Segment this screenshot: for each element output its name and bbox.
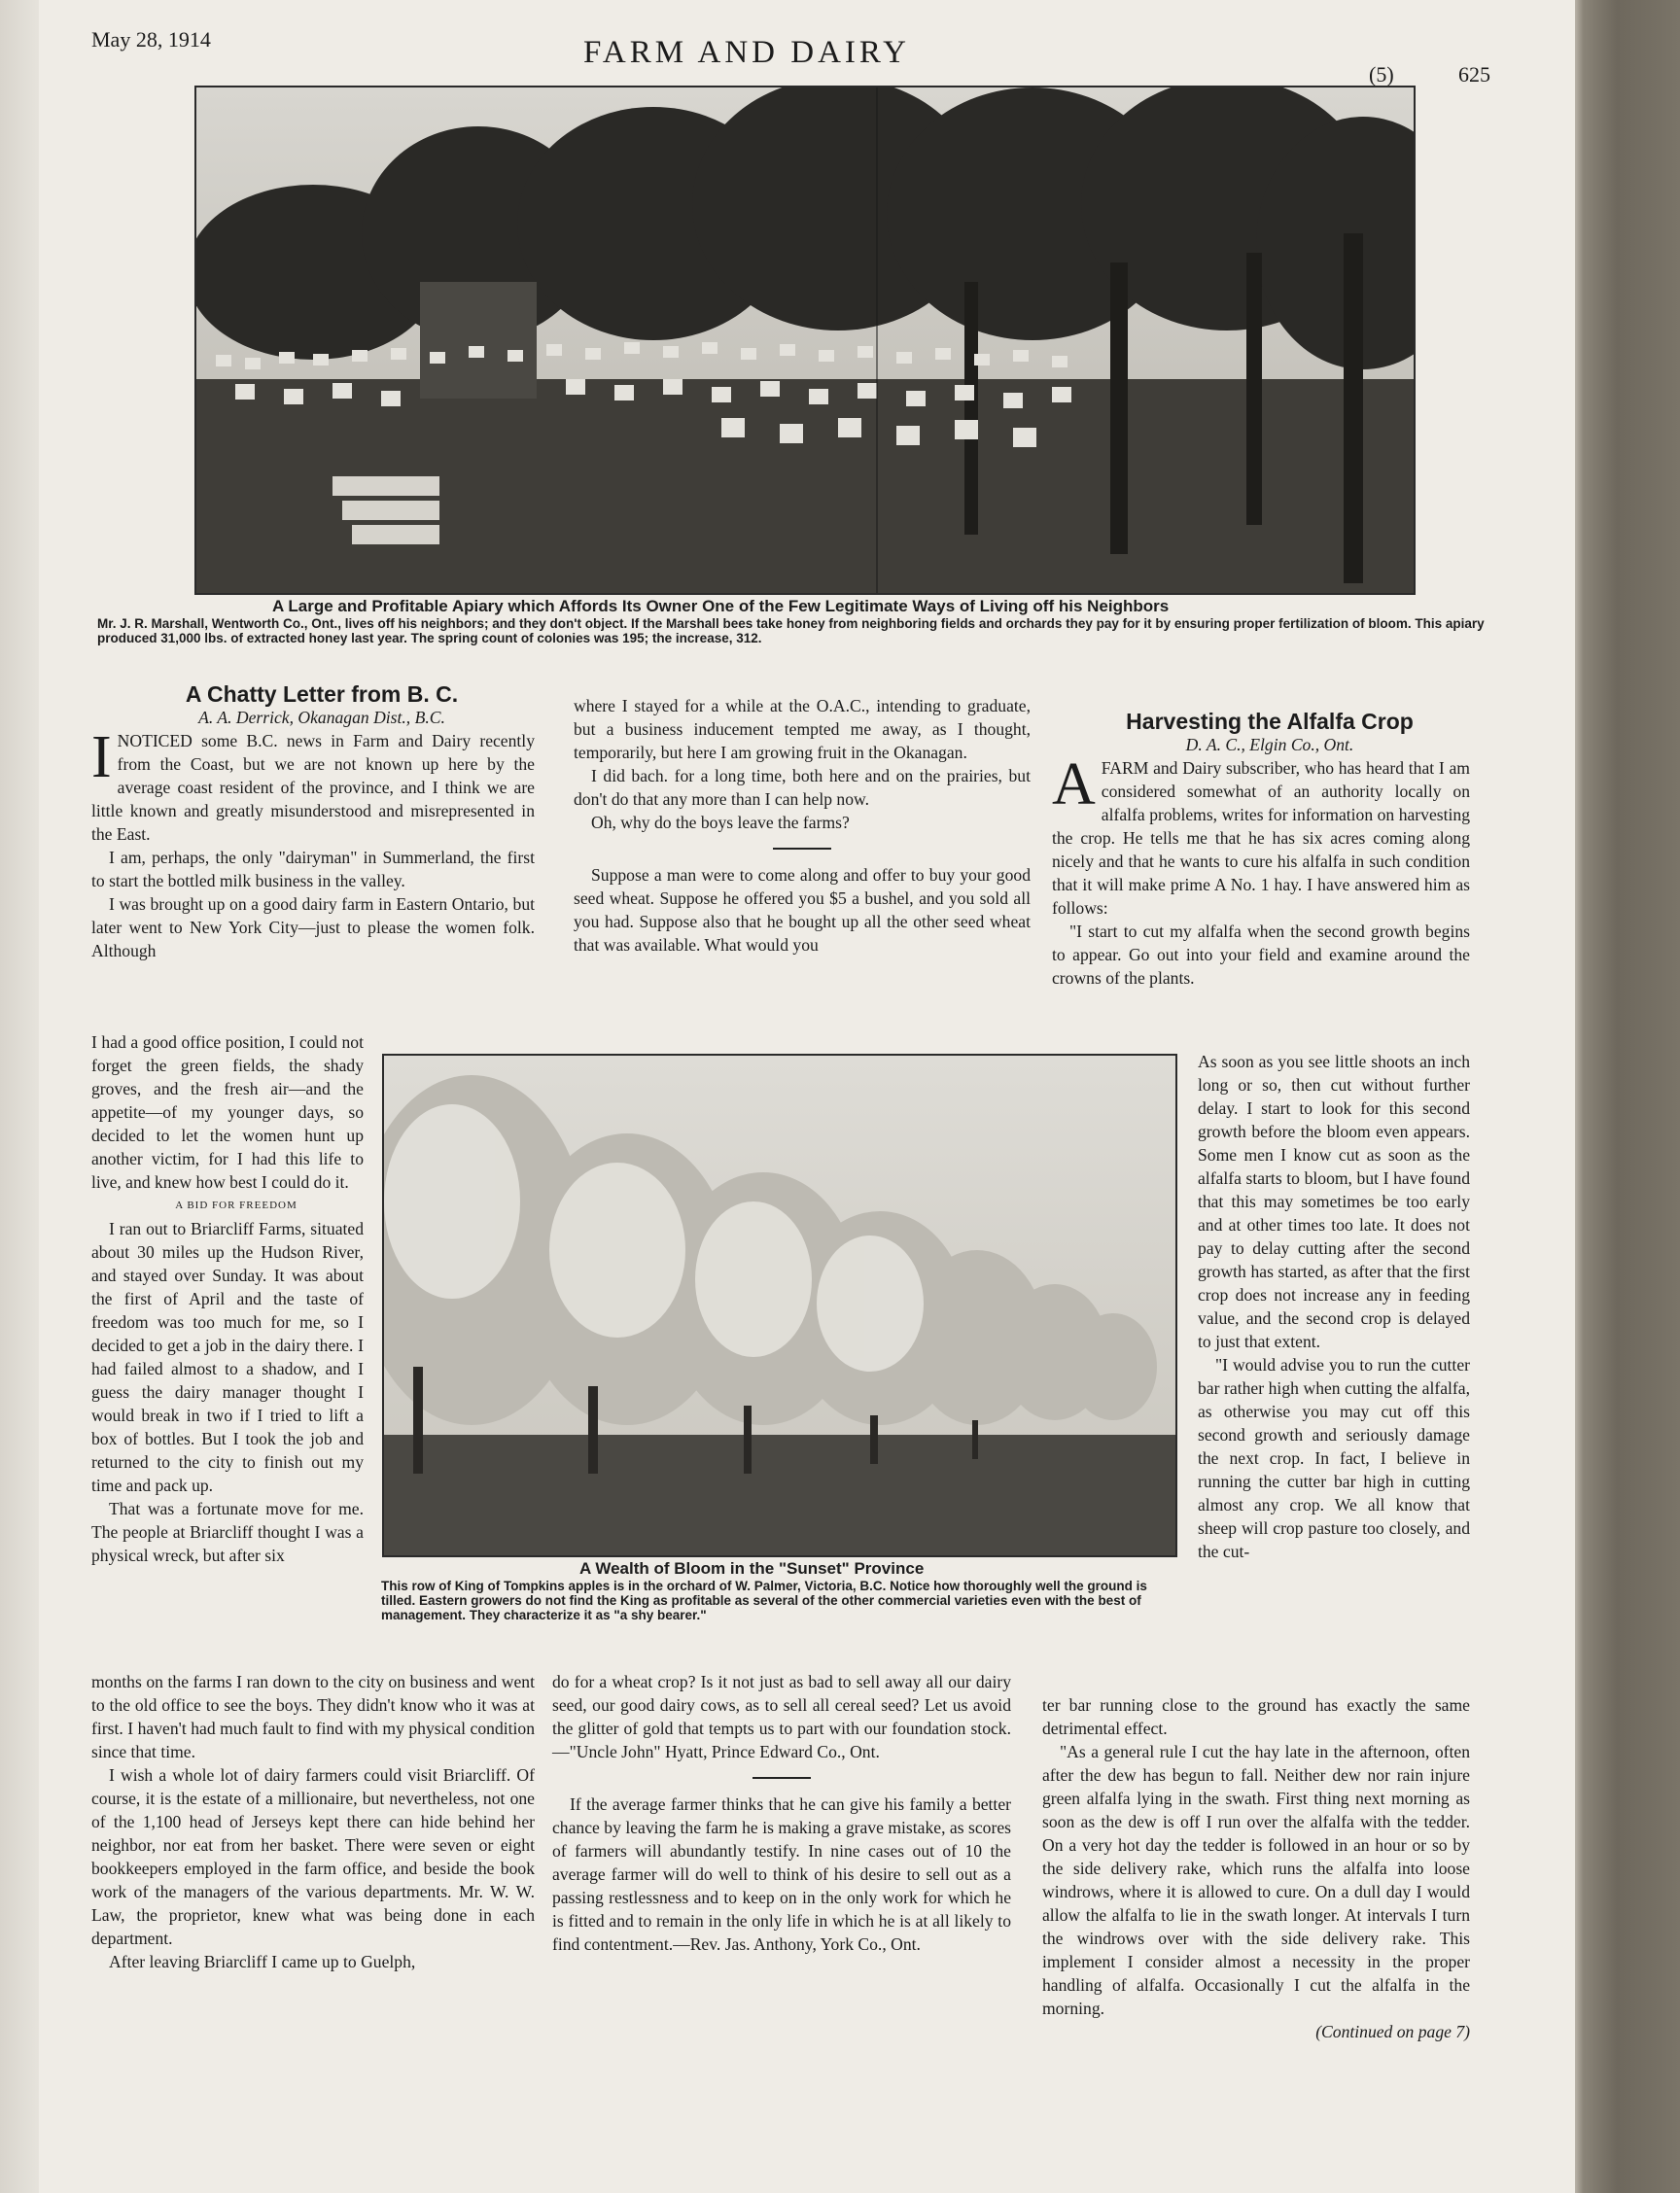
paragraph: "I would advise you to run the cutter bar rather high when cutting the alfalfa, as otherwise you may cut off this second growth and seriously damage the next crop. In fact, I believe in running the cutter bar high in cutting almost any crop. We all know that sheep will crop pasture too closely, and the cut-: [1198, 1355, 1470, 1561]
orchard-caption-title: A Wealth of Bloom in the "Sunset" Province: [579, 1559, 925, 1578]
paragraph: months on the farms I ran down to the city on business and went to the old office to see the boys. They didn't know who it was at first. I haven't had much fault to find with my physical condition since that time.: [91, 1672, 535, 1761]
article-title: A Chatty Letter from B. C.: [185, 681, 459, 707]
paragraph: I ran out to Briarcliff Farms, situated about 30 miles up the Hudson River, and stayed over Sunday. It was about the first of April and the taste of freedom was too much for me, so I decided to get a job in the dairy there. I had failed almost to a shadow, and I guess the dairy manager thought I would break in two if I tried to lift a box of bottles. But I took the job and returned to the city to finish out my time and pack up.: [91, 1219, 364, 1495]
paragraph: Suppose a man were to come along and offer to buy your good seed wheat. Suppose he offered you $5 a bushel, and you sold all you had. Suppose also that he bought up all the other seed wheat that was available. What would you: [574, 865, 1031, 955]
divider: [752, 1777, 811, 1779]
orchard-caption-body: This row of King of Tompkins apples is in the orchard of W. Palmer, Victoria, B.C. Notice how thoroughly well the ground is tilled. Eastern growers do not find the King as profitable as several of the other commercial varieties even with the best of management. They characterize it as "a shy bearer.": [381, 1579, 1147, 1622]
article-chatty-letter-col1c: [91, 1670, 535, 1973]
article-chatty-letter-col1b: [91, 1030, 364, 1567]
issue-date: May 28, 1914: [91, 27, 211, 52]
paragraph: I am, perhaps, the only "dairyman" in Summerland, the first to start the bottled milk business in the valley.: [91, 848, 535, 890]
paragraph: That was a fortunate move for me. The people at Briarcliff thought I was a physical wreck, but after six: [91, 1499, 364, 1565]
subhead: A BID FOR FREEDOM: [175, 1200, 298, 1211]
page-number: 625: [1458, 62, 1490, 87]
drop-cap: I: [91, 724, 112, 790]
paragraph: I had a good office position, I could not forget the green fields, the shady groves, and the fresh air—and the appetite—of my younger days, so decided to let the women hunt up another victim, for I had this life to live, and knew how best I could do it.: [91, 1032, 364, 1192]
paragraph: "As a general rule I cut the hay late in the afternoon, often after the dew has begun to fall. Neither dew nor rain injure green alfalfa lying in the swath. First thing next morning as soon as the dew is off I run over the alfalfa with the tedder. On a very hot day the tedder is followed in an hour or so by the side delivery rake, which runs the alfalfa into loose windrows, where it is allowed to cure. On a dull day I would allow the alfalfa to lie in the swath longer. At intervals I turn the windrows over with the side delivery rake. This implement I consider almost a necessity in the proper handling of alfalfa. Occasionally I cut the alfalfa in the morning.: [1042, 1742, 1470, 2018]
paragraph: ter bar running close to the ground has exactly the same detrimental effect.: [1042, 1695, 1470, 1738]
divider: [773, 848, 831, 850]
paragraph: do for a wheat crop? Is it not just as bad to sell away all our dairy seed, our good dairy cows, as to sell all cereal seed? Let us avoid the glitter of gold that tempts us to part with our foundation stock.—"Uncle John" Hyatt, Prince Edward Co., Ont.: [552, 1672, 1011, 1761]
continued-note: (Continued on page 7): [1315, 2022, 1470, 2041]
paragraph: "I start to cut my alfalfa when the second growth begins to appear. Go out into your field and examine around the crowns of the plants.: [1052, 922, 1470, 988]
orchard-photo: [382, 1054, 1177, 1557]
paragraph: I was brought up on a good dairy farm in Eastern Ontario, but later went to New York City—just to please the women folk. Although: [91, 894, 535, 960]
paragraph: Oh, why do the boys leave the farms?: [591, 813, 850, 832]
paragraph: where I stayed for a while at the O.A.C., intending to graduate, but a business inducement tempted me away, as I thought, temporarily, but here I am growing fruit in the Okanagan.: [574, 696, 1031, 762]
paragraph: I did bach. for a long time, both here and on the prairies, but don't do that any more than I can help now.: [574, 766, 1031, 809]
article-chatty-letter-col2: [574, 694, 1031, 957]
article-byline: A. A. Derrick, Okanagan Dist., B.C.: [198, 708, 445, 727]
article-byline: D. A. C., Elgin Co., Ont.: [1185, 735, 1354, 754]
article-chatty-letter-col1: [91, 682, 535, 962]
drop-cap: A: [1052, 751, 1096, 818]
apiary-caption-body: Mr. J. R. Marshall, Wentworth Co., Ont., lives off his neighbors; and they don't object. If the Marshall bees take honey from neighboring fields and orchards they pay for it by ensuring proper fertilization of bloom. This apiary produced 31,000 lbs. of extracted honey last year. The spring count of colonies was 195; the increase, 312.: [97, 616, 1485, 645]
paragraph: As soon as you see little shoots an inch long or so, then cut without further delay. I start to look for this second growth before the bloom even appears. Some men I know cut as soon as the alfalfa starts to bloom, but I have found that this may sometimes be too early and at other times too late. It does not pay to delay cutting after the second growth has started, as after that the first crop does not increase any in feeding value, and the second crop is delayed to just that extent.: [1198, 1052, 1470, 1351]
paragraph: If the average farmer thinks that he can give his family a better chance by leaving the farm he is making a grave mistake, as scores of farmers will abundantly testify. In nine cases out of 10 the average farmer will do well to think of his desire to sell out as a passing restlessness and to keep on in the only work for which he is fitted and to remain in the only life in which he is at all likely to find contentment.—Rev. Jas. Anthony, York Co., Ont.: [552, 1794, 1011, 1954]
paragraph: After leaving Briarcliff I came up to Guelph,: [109, 1952, 416, 1971]
paragraph: I wish a whole lot of dairy farmers could visit Briarcliff. Of course, it is the estate of a millionaire, but nevertheless, not one of the 1,100 head of Jerseys kept there can hide behind her neighbor, nor eat from her basket. There were seven or eight bookkeepers employed in the farm office, and beside the book work of the managers of the various departments. Mr. W. W. Law, the proprietor, knew what was being done in each department.: [91, 1765, 535, 1948]
book-spine: [1575, 0, 1680, 2193]
left-page-edge: [0, 0, 39, 2193]
apiary-photo: [194, 86, 1416, 595]
paragraph: NOTICED some B.C. news in Farm and Dairy recently from the Coast, but we are not known up here by the average coast resident of the province, and I think we are little known and greatly misunderstood and misrepresented in the East.: [91, 731, 535, 844]
apiary-caption-title: A Large and Profitable Apiary which Affords Its Owner One of the Few Legitimate Ways of Living off his Neighbors: [272, 597, 1170, 615]
section-number: (5): [1369, 62, 1394, 87]
paragraph: FARM and Dairy subscriber, who has heard that I am considered somewhat of an authority locally on alfalfa problems, writes for information on harvesting the crop. He tells me that he has six acres coming along nicely and that he wants to cure his alfalfa in such condition that it will make prime A No. 1 hay. I have answered him as follows:: [1052, 758, 1470, 918]
middle-column-bottom: [552, 1670, 1011, 1956]
masthead-title: FARM AND DAIRY: [583, 35, 910, 70]
article-alfalfa-col-narrow: [1198, 1050, 1470, 1563]
article-alfalfa-col: [1052, 710, 1470, 990]
article-title: Harvesting the Alfalfa Crop: [1126, 709, 1414, 734]
article-alfalfa-col-bottom: [1042, 1693, 1470, 2043]
